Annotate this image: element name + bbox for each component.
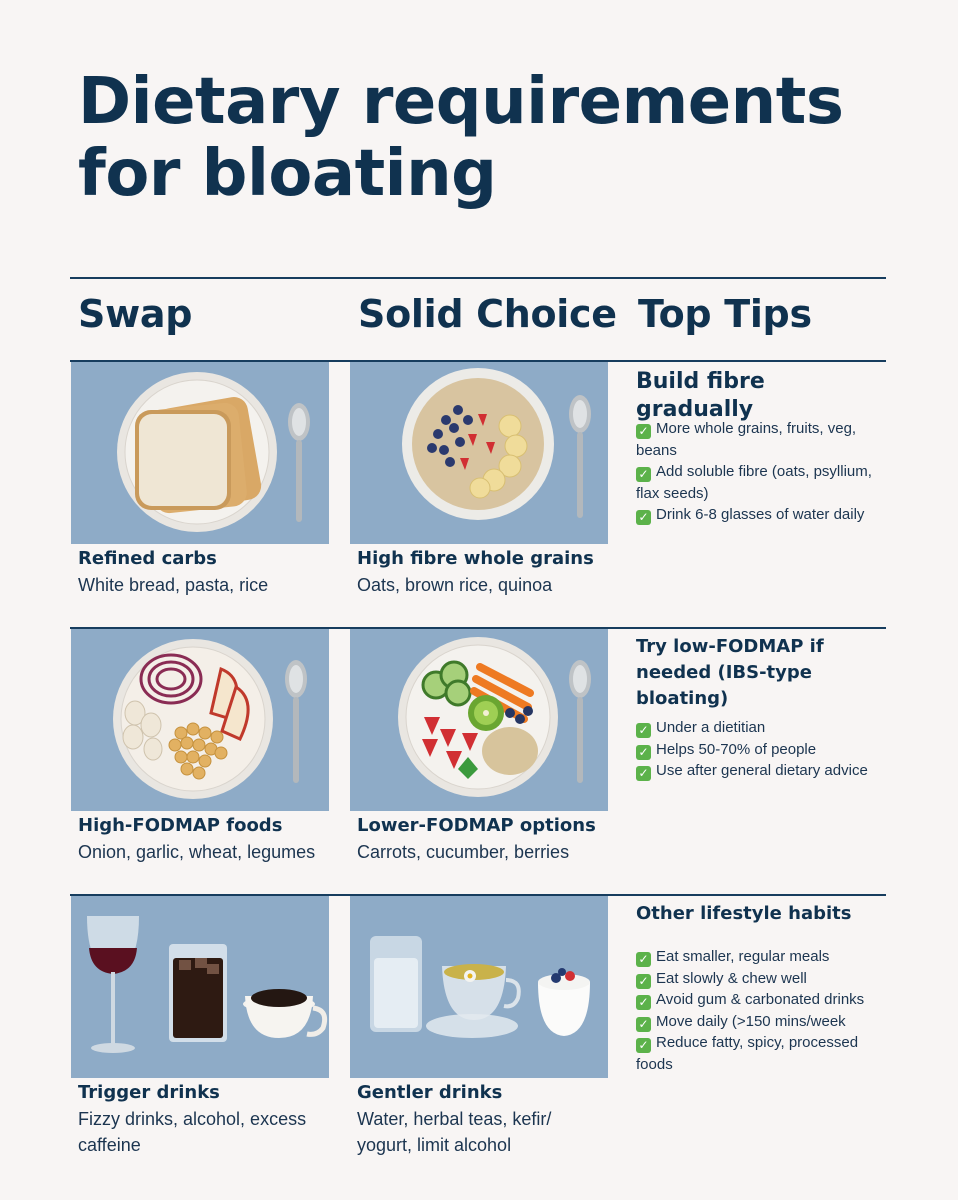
check-mark-icon: ✓ — [636, 1017, 651, 1032]
oat-porridge-image — [350, 362, 608, 544]
low-fodmap-options-image — [350, 629, 608, 811]
tip-list-fodmap — [636, 717, 886, 782]
trigger-drinks-image — [71, 896, 329, 1078]
check-mark-icon: ✓ — [636, 510, 651, 525]
swap-title-refined-carbs: Refined carbs — [78, 548, 217, 569]
solid-title-whole-grains: High fibre whole grains — [357, 548, 594, 569]
header-top-rule — [70, 277, 886, 279]
tip-item: ✓ Use after general dietary advice — [636, 760, 886, 782]
tip-item: ✓ Reduce fatty, spicy, processed foods — [636, 1034, 859, 1073]
column-heading-swap: Swap — [78, 292, 193, 336]
tip-item: ✓ More whole grains, fruits, veg, beans — [636, 420, 857, 459]
check-mark-icon: ✓ — [636, 952, 651, 967]
white-bread-image — [71, 362, 329, 544]
title-line-2: for bloating — [78, 137, 497, 211]
tip-item: ✓ Helps 50-70% of people — [636, 739, 886, 761]
check-mark-icon: ✓ — [636, 745, 651, 760]
tip-heading-lifestyle: Other lifestyle habits — [636, 903, 852, 924]
swap-title-trigger-drinks: Trigger drinks — [78, 1082, 220, 1103]
tip-item: ✓ Drink 6-8 glasses of water daily — [636, 504, 886, 526]
page-title — [78, 66, 843, 210]
solid-desc-gentler-drinks: Water, herbal teas, kefir/ yogurt, limit alcohol — [357, 1109, 552, 1155]
check-mark-icon: ✓ — [636, 766, 651, 781]
check-mark-icon: ✓ — [636, 467, 651, 482]
swap-desc-high-fodmap: Onion, garlic, wheat, legumes — [78, 842, 316, 862]
swap-title-high-fodmap: High-FODMAP foods — [78, 815, 283, 836]
solid-title-gentler-drinks: Gentler drinks — [357, 1082, 503, 1103]
title-line-1: Dietary requirements — [78, 65, 844, 139]
tip-item: ✓ Eat slowly & chew well — [636, 968, 886, 990]
solid-desc-low-fodmap: Carrots, cucumber, berries — [357, 842, 570, 862]
check-mark-icon: ✓ — [636, 1038, 651, 1053]
gentler-drinks-image — [350, 896, 608, 1078]
tip-item: ✓ Eat smaller, regular meals — [636, 946, 886, 968]
tip-heading-fodmap: Try low-FODMAP if needed (IBS-type bloating) — [636, 636, 824, 709]
column-heading-solid-choice: Solid Choice — [358, 292, 617, 336]
tip-list-lifestyle — [636, 946, 886, 1075]
high-fodmap-foods-image — [71, 629, 329, 811]
swap-desc-refined-carbs: White bread, pasta, rice — [78, 575, 269, 595]
tip-item: ✓ Add soluble fibre (oats, psyllium, flax seeds) — [636, 463, 872, 502]
check-mark-icon: ✓ — [636, 995, 651, 1010]
check-mark-icon: ✓ — [636, 974, 651, 989]
tip-item: ✓ Avoid gum & carbonated drinks — [636, 989, 886, 1011]
tip-item: ✓ Move daily (>150 mins/week — [636, 1011, 886, 1033]
tip-heading-fibre: Build fibre gradually — [636, 369, 765, 422]
swap-desc-trigger-drinks: Fizzy drinks, alcohol, excess caffeine — [78, 1109, 307, 1155]
tip-item: ✓ Under a dietitian — [636, 717, 886, 739]
check-mark-icon: ✓ — [636, 723, 651, 738]
column-heading-top-tips: Top Tips — [638, 292, 812, 336]
check-mark-icon: ✓ — [636, 424, 651, 439]
solid-desc-whole-grains: Oats, brown rice, quinoa — [357, 575, 553, 595]
tip-list-fibre — [636, 418, 886, 526]
solid-title-low-fodmap: Lower-FODMAP options — [357, 815, 596, 836]
